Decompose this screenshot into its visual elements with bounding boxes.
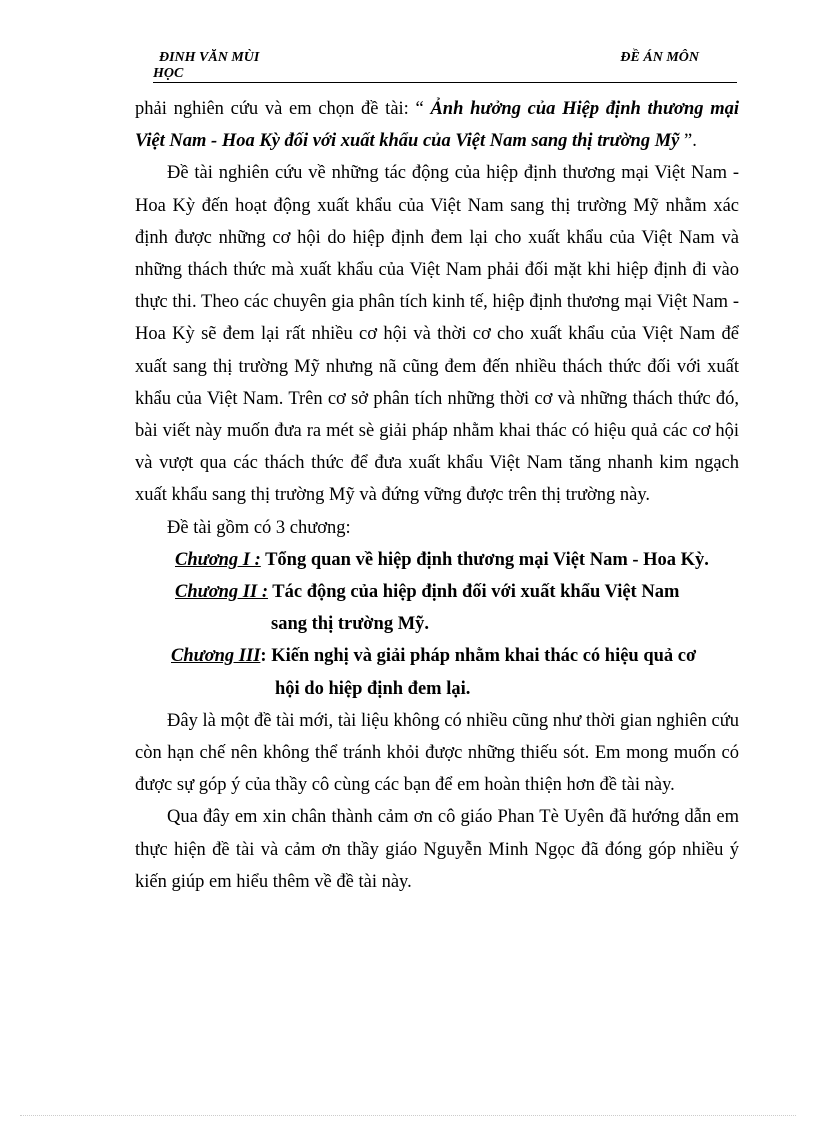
header-author: ĐINH VĂN MÙI (159, 50, 260, 65)
chapter-list (135, 544, 739, 705)
chapter-title-continued: sang thị trường Mỹ. (271, 614, 430, 635)
paragraph-1: Đề tài nghiên cứu về những tác động của hiệp định thương mại Việt Nam - Hoa Kỳ đến hoạt động xuất khẩu của Việt Nam sang thị trường Mỹ nhằm xác định được những cơ hội do hiệp định đem lại cho xuất khẩu của Việt Nam và những thách thức mà xuất khẩu của Việt Nam phải đối mặt khi hiệp định đi vào thực thi. Theo các chuyên gia phân tích kinh tế, hiệp định thương mại Việt Nam - Hoa Kỳ sẽ đem lại rất nhiều cơ hội và thời cơ cho xuất khẩu của Việt Nam để xuất sang thị trường Mỹ nhưng nã cũng đem đến nhiều thách thức đối với xuất khẩu của Việt Nam. Trên cơ sở phân tích những thời cơ và những thách thức đó, bài viết này muốn đưa ra mét sè giải pháp nhằm khai thác có hiệu quả các cơ hội và vượt qua các thách thức để đưa xuất khẩu Việt Nam tăng nhanh kim ngạch xuất khẩu sang thị trường Mỹ và đứng vững được trên thị trường này. (135, 163, 739, 506)
chapter-title: Tác động của hiệp định đối với xuất khẩu Việt Nam (268, 582, 680, 603)
chapter-label: Chương I : (175, 549, 261, 570)
footer-divider (20, 1115, 796, 1116)
intro-suffix: ”. (679, 131, 697, 152)
page-header (153, 48, 737, 83)
chapters-intro: Đề tài gồm có 3 chương: (167, 517, 351, 538)
chapter-title: : Kiến nghị và giải pháp nhằm khai thác có hiệu quả cơ (260, 646, 697, 667)
thesis-title: Ảnh hưởng của Hiệp định thương mại Việt Nam - Hoa Kỳ đối với xuất khẩu của Việt Nam sang thị trường Mỹ (135, 99, 739, 152)
paragraph-3: Qua đây em xin chân thành cảm ơn cô giáo Phan Tè Uyên đã hướng dẫn em thực hiện đề tài và cảm ơn thầy giáo Nguyễn Minh Ngọc đã đóng góp nhiều ý kiến giúp em hiểu thêm về đề tài này. (135, 807, 739, 892)
chapter-title-continued: hội do hiệp định đem lại. (275, 678, 471, 699)
paragraph-2: Đây là một đề tài mới, tài liệu không có nhiều cũng như thời gian nghiên cứu còn hạn chế nên không thể tránh khỏi được những thiếu sót. Em mong muốn có được sự góp ý của thầy cô cùng các bạn để em hoàn thiện hơn đề tài này. (135, 710, 739, 796)
document-body (135, 93, 739, 898)
chapter-label: Chương III (171, 646, 261, 667)
chapter-item (135, 576, 739, 640)
chapter-label: Chương II : (175, 582, 268, 603)
chapter-title: Tổng quan về hiệp định thương mại Việt Nam - Hoa Kỳ. (260, 549, 709, 570)
intro-paragraph (135, 93, 739, 157)
chapter-item (135, 640, 739, 704)
header-subject: ĐỀ ÁN MÔN (620, 50, 699, 65)
intro-prefix: phải nghiên cứu và em chọn đề tài: “ (135, 99, 431, 119)
chapter-item (135, 544, 739, 576)
header-author-continued: HỌC (153, 66, 184, 81)
